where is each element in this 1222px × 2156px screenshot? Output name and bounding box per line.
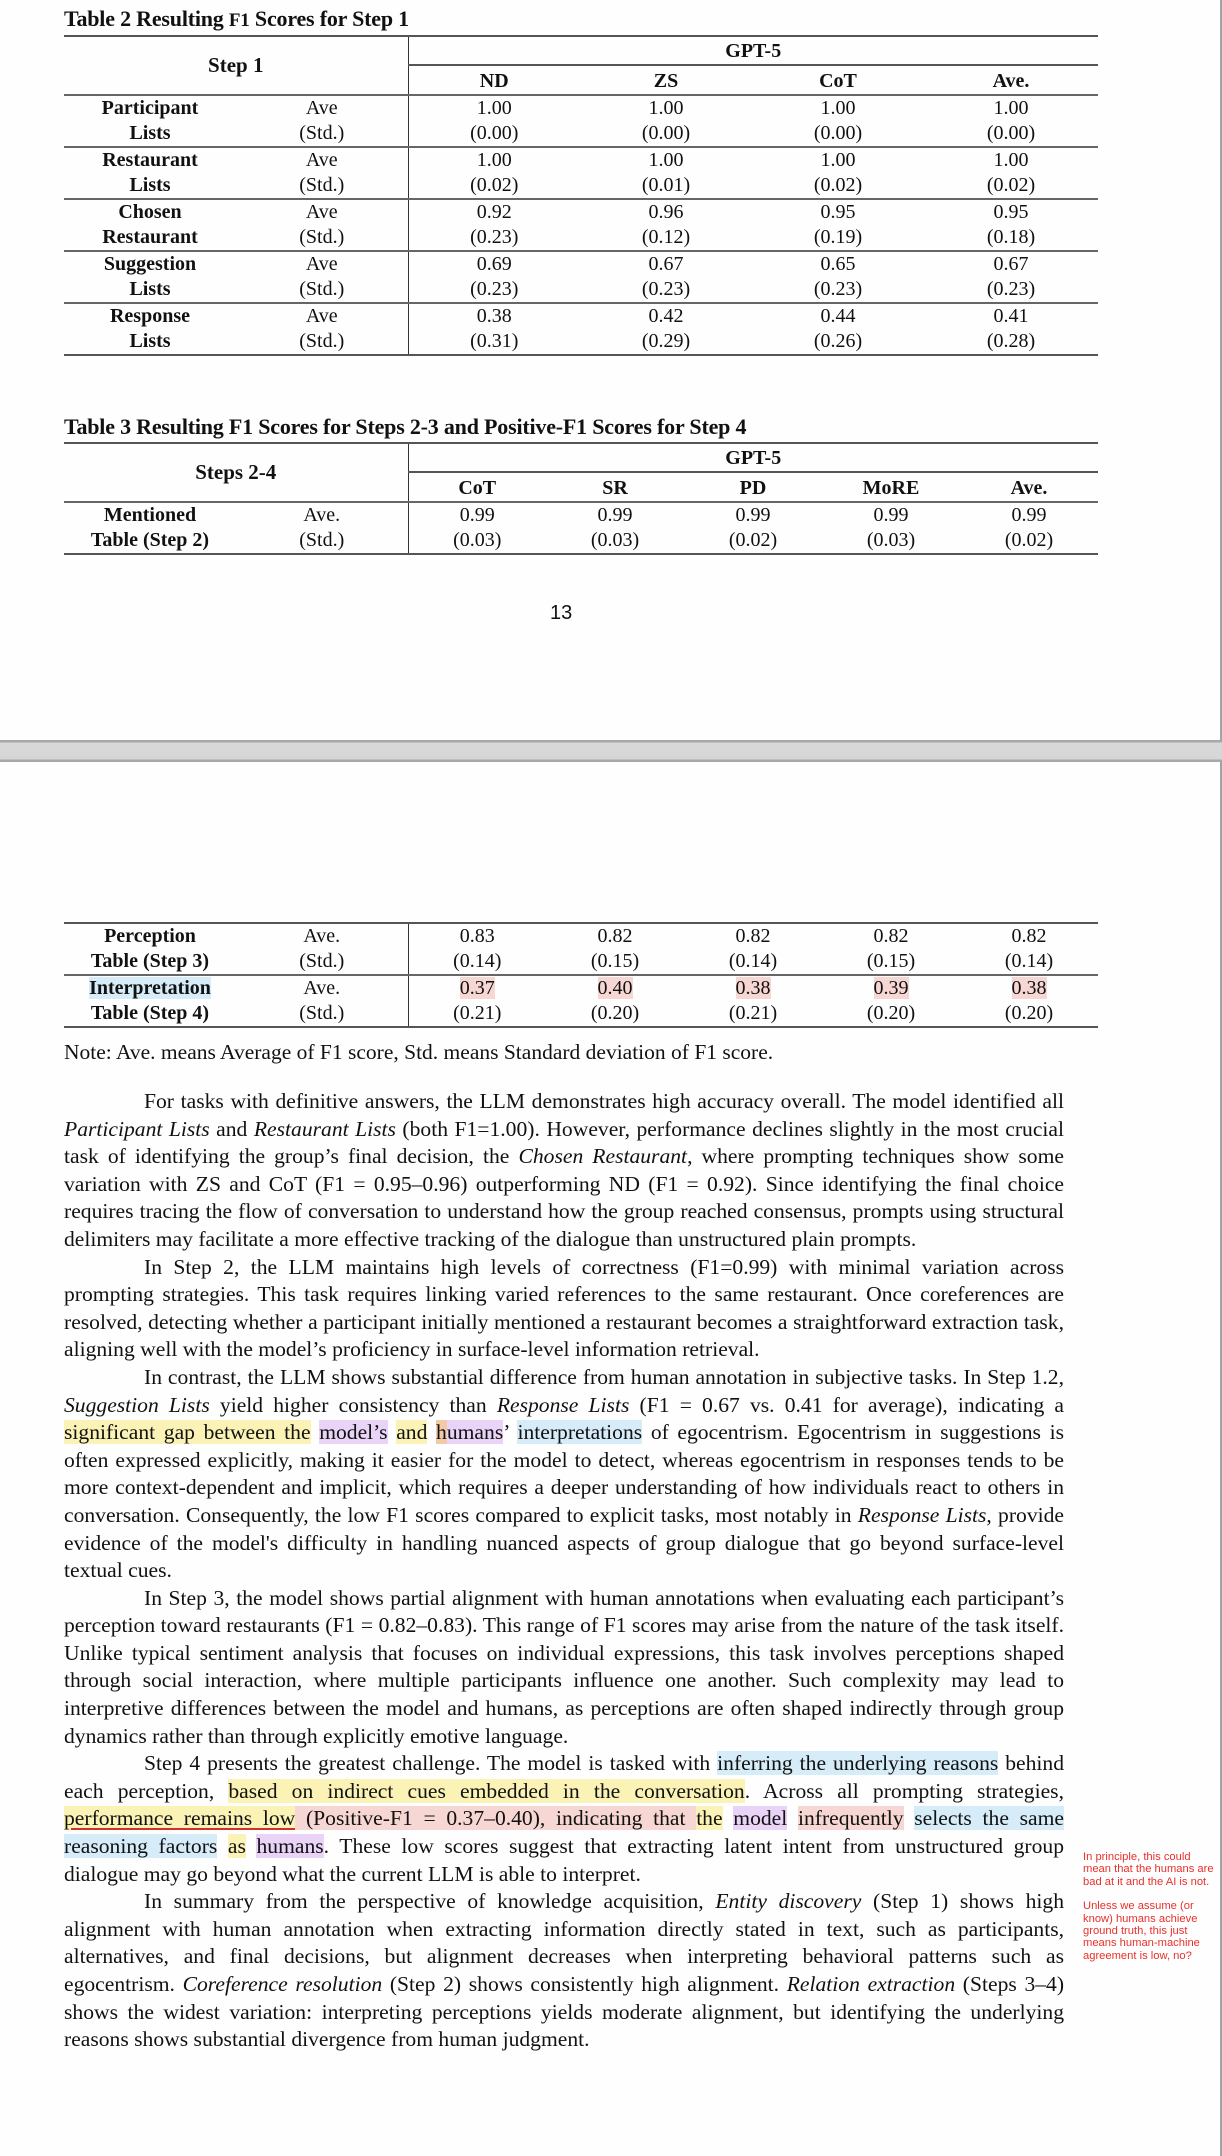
text: For tasks with definitive answers, the LLM demonstrates high accuracy overall. The model identified all (144, 1089, 1064, 1113)
cell-ave (546, 975, 684, 1001)
row-label: Restaurant (102, 226, 198, 248)
cell-std: (0.03) (546, 528, 684, 554)
space (427, 1420, 436, 1444)
italic-term: Restaurant Lists (253, 1116, 396, 1141)
stat-label: Ave (236, 251, 408, 277)
cell-std: (0.02) (960, 528, 1098, 554)
cell-ave: 0.96 (580, 199, 752, 225)
highlight-yellow[interactable]: and (396, 1420, 428, 1445)
highlight-purple[interactable]: umans (446, 1420, 504, 1445)
stat-label: (Std.) (299, 278, 345, 300)
paragraph (64, 1888, 1064, 2054)
highlight-yellow[interactable]: as (227, 1834, 246, 1859)
highlight-yellow[interactable]: significant gap between the (64, 1420, 311, 1445)
cell-ave: 0.95 (924, 199, 1098, 225)
table-row (64, 502, 1098, 528)
cell-std: (0.00) (641, 122, 691, 144)
row-label: Lists (129, 174, 171, 196)
cell-std: (0.14) (408, 949, 546, 975)
cell-std: (0.18) (986, 226, 1036, 248)
stat-label: (Std.) (236, 1001, 408, 1027)
table-row (64, 975, 1098, 1001)
table-2-model-header: GPT-5 (408, 36, 1098, 65)
caption-text: Scores for Step 1 (249, 6, 409, 31)
text: yield higher consistency than (209, 1392, 497, 1417)
cell-ave: 1.00 (752, 147, 924, 173)
italic-term: Suggestion Lists (64, 1392, 210, 1417)
table-row (64, 303, 1098, 329)
text: In summary from the perspective of knowledge acquisition, (144, 1889, 716, 1914)
italic-term: Coreference resolution (182, 1972, 383, 1996)
row-label: Table (Step 3) (90, 950, 210, 972)
annotation-text: Unless we assume (or know) humans achieve ground truth, this just means human-machine agreement is low, no? (1083, 1900, 1200, 1962)
paragraph (64, 1750, 1064, 1888)
table-row (64, 1001, 1098, 1027)
cell-ave (684, 975, 822, 1001)
cell-ave: 0.82 (684, 923, 822, 949)
table-row (64, 225, 1098, 251)
cell-ave (960, 975, 1098, 1001)
cell-std: (0.00) (813, 122, 863, 144)
cell-ave: 0.67 (580, 251, 752, 277)
cell-std: (0.29) (580, 329, 752, 355)
stat-label: Ave. (236, 975, 408, 1001)
row-label: Lists (129, 278, 171, 300)
text: (both F1=1.00). However, performance declines slightly in the most crucial task of identifying the group’s final decision, the (64, 1116, 1065, 1169)
text: . These low scores suggest that extracting latent intent from unstructured group dialogue may go beyond what the current LLM is able to interpret. (64, 1834, 1064, 1886)
highlight-blue[interactable]: interpretations (517, 1420, 643, 1445)
col-header: PD (739, 477, 767, 499)
stat-label: Ave. (236, 502, 408, 528)
table-2 (64, 35, 1098, 356)
row-label: Mentioned (64, 502, 236, 528)
space (787, 1806, 798, 1830)
cell-std: (0.01) (641, 174, 691, 196)
highlighted-value: 0.37 (459, 977, 495, 999)
stat-label: Ave (236, 147, 408, 173)
cell-ave: 0.99 (408, 502, 546, 528)
text: , provide evidence of the model's difficulty in handling nuanced aspects of group dialogue that go beyond surface-level textual cues. (64, 1502, 1064, 1583)
paragraph: In Step 3, the model shows partial alignment with human annotations when evaluating each participant’s perception toward restaurants (F1 = 0.82–0.83). This range of F1 scores may arise from the nature of the task itself. Unlike typical sentiment analysis that focuses on individual expressions, this task involves perceptions shaped through social interaction, where multiple participants influence one another. Such complexity may lead to interpretive differences between the model and humans, as perceptions are often shaped indirectly through group dynamics rather than through explicitly emotive language. (64, 1585, 1064, 1748)
cell-std: (0.20) (960, 1001, 1098, 1027)
row-label: Perception (64, 923, 236, 949)
cell-std: (0.23) (986, 278, 1036, 300)
col-header: Ave. (1010, 477, 1048, 499)
cell-std: (0.14) (728, 950, 778, 972)
col-header: MoRE (862, 477, 920, 499)
stat-label: Ave (236, 199, 408, 225)
italic-term: Response Lists (496, 1392, 630, 1417)
row-label: Suggestion (64, 251, 236, 277)
paragraph (64, 1364, 1064, 1585)
cell-std: (0.02) (813, 174, 863, 196)
cell-ave: 0.82 (960, 923, 1098, 949)
highlight-yellow-underlined[interactable]: performance remains low (64, 1806, 296, 1831)
cell-std: (0.23) (408, 277, 580, 303)
page-number: 13 (550, 602, 573, 624)
cell-std: (0.31) (408, 329, 580, 355)
cell-std: (0.28) (924, 329, 1098, 355)
stat-label: (Std.) (299, 174, 345, 196)
table-3-model-header: GPT-5 (408, 443, 1098, 472)
row-label: Chosen (64, 199, 236, 225)
pdf-page-13 (0, 0, 1222, 740)
col-header: Ave. (992, 70, 1030, 92)
highlighted-value: 0.38 (1011, 977, 1047, 999)
highlight-yellow[interactable]: the (696, 1806, 723, 1831)
table-row (64, 121, 1098, 147)
cell-ave: 0.38 (408, 303, 580, 329)
highlight-purple[interactable]: model’s (319, 1420, 388, 1445)
space (723, 1806, 734, 1830)
col-header: SR (602, 477, 628, 499)
text: of egocentrism. Egocentrism in suggestions is often expressed explicitly, making it easier for the model to detect, whereas egocentrism in responses tends to be more context-dependent and implicit, which requires a deeper understanding of how individuals react to others in conversation. Consequently, the low F1 scores compared to explicit tasks, most notably in (64, 1420, 1064, 1527)
italic-term: Relation extraction (786, 1972, 956, 1996)
row-label: Response (64, 303, 236, 329)
col-header: ND (408, 65, 580, 95)
cell-std: (0.23) (408, 225, 580, 251)
col-header: CoT (819, 70, 857, 92)
table-row (64, 199, 1098, 225)
text: . Across all prompting strategies, (744, 1778, 1064, 1803)
cell-std: (0.03) (822, 528, 960, 554)
italic-term: Chosen Restaurant (518, 1144, 688, 1169)
table-row (64, 147, 1098, 173)
cell-ave (408, 975, 546, 1001)
cell-ave: 1.00 (924, 95, 1098, 121)
cell-ave: 0.42 (580, 303, 752, 329)
cell-ave: 1.00 (408, 147, 580, 173)
cell-ave: 1.00 (408, 95, 580, 121)
cell-std: (0.02) (684, 528, 822, 554)
table-row (64, 923, 1098, 949)
space (388, 1420, 397, 1444)
highlighted-value: 0.39 (873, 977, 909, 999)
cell-std: (0.03) (408, 528, 546, 554)
table-row (64, 528, 1098, 554)
cell-ave: 0.65 (752, 251, 924, 277)
cell-std: (0.20) (822, 1001, 960, 1027)
stat-label: Ave (236, 303, 408, 329)
cell-ave: 1.00 (580, 95, 752, 121)
highlight-purple[interactable]: humans (256, 1834, 324, 1859)
caption-f1: F1 (228, 10, 250, 31)
cell-std: (0.23) (813, 278, 863, 300)
table-row (64, 251, 1098, 277)
italic-term: Participant Lists (64, 1116, 210, 1141)
space (311, 1420, 320, 1444)
table-note: Note: Ave. means Average of F1 score, Std. means Standard deviation of F1 score. (64, 1040, 774, 1064)
italic-term: Entity discovery (715, 1889, 862, 1914)
text: , where prompting techniques show some variation with ZS and CoT (F1 = 0.95–0.96) outperforming ND (F1 = 0.92). Since identifying the final choice requires tracing the flow of conversation to understand how the group reached consensus, prompts using structural delimiters may facilitate a more effective tracking of the dialogue than unstructured plain prompts. (64, 1144, 1064, 1251)
cell-ave: 0.69 (408, 251, 580, 277)
cell-std: (0.00) (986, 122, 1036, 144)
cell-ave (822, 975, 960, 1001)
text: behind each perception, (64, 1751, 1065, 1803)
cell-std: (0.15) (590, 950, 640, 972)
text: Step 4 presents the greatest challenge. The model is tasked with (144, 1751, 718, 1776)
cell-ave: 0.99 (684, 502, 822, 528)
cell-ave: 0.83 (408, 923, 546, 949)
cell-ave: 0.44 (752, 303, 924, 329)
row-label: Table (Step 2) (64, 528, 236, 554)
highlight-red[interactable]: infrequently (798, 1806, 904, 1831)
page-separator (0, 740, 1222, 762)
text: (Step 2) shows consistently high alignment. (382, 1972, 787, 1996)
cell-std: (0.15) (866, 950, 916, 972)
stat-label: Ave. (236, 923, 408, 949)
space (217, 1834, 228, 1858)
stat-label: (Std.) (236, 329, 408, 355)
cell-std: (0.21) (684, 1001, 822, 1027)
cell-std: (0.21) (408, 1001, 546, 1027)
table-3-caption: Table 3 Resulting F1 Scores for Steps 2-3 and Positive-F1 Scores for Step 4 (64, 414, 747, 439)
row-label (64, 975, 236, 1001)
row-label: Restaurant (64, 147, 236, 173)
stat-label: Ave (236, 95, 408, 121)
table-3-corner: Steps 2-4 (64, 443, 408, 502)
cell-ave: 0.92 (408, 199, 580, 225)
space (246, 1834, 257, 1858)
highlight-blue[interactable]: inferring the underlying reasons (717, 1751, 999, 1776)
cell-std: (0.19) (813, 226, 863, 248)
stat-label: (Std.) (299, 950, 345, 972)
table-3-part-1 (64, 442, 1098, 555)
paragraph: In Step 2, the LLM maintains high levels of correctness (F1=0.99) with minimal variation across prompting strategies. This task requires linking varied references to the same restaurant. Once coreferences are resolved, detecting whether a participant initially mentioned a restaurant becomes a straightforward extraction task, aligning well with the model’s proficiency in surface-level information retrieval. (64, 1254, 1064, 1362)
row-label: Participant (64, 95, 236, 121)
caption-text: Table 2 Resulting (64, 6, 229, 31)
highlighted-value: 0.38 (735, 977, 771, 999)
stat-label: (Std.) (299, 122, 345, 144)
text: ’ (503, 1420, 518, 1445)
cell-std: (0.12) (641, 226, 691, 248)
cell-std: (0.02) (408, 173, 580, 199)
cell-ave: 0.99 (960, 502, 1098, 528)
table-row (64, 173, 1098, 199)
cell-ave: 0.82 (546, 923, 684, 949)
cell-std: (0.02) (986, 174, 1036, 196)
cell-std: (0.26) (752, 329, 924, 355)
cell-ave: 0.99 (822, 502, 960, 528)
highlight-overlap[interactable]: h (436, 1420, 447, 1445)
text: In contrast, the LLM shows substantial difference from human annotation in subjective tasks. In Step 1.2, (144, 1364, 1064, 1389)
cell-std: (0.20) (546, 1001, 684, 1027)
text: and (209, 1116, 254, 1141)
table-2-caption (64, 6, 409, 32)
text: (Steps 3–4) shows the widest variation: interpreting perceptions yields moderate alignment, but identifying the underlying reasons shows substantial divergence from human judgment. (64, 1972, 1065, 2052)
cell-std: (0.23) (641, 278, 691, 300)
text: (F1 = 0.67 vs. 0.41 for average), indicating a (629, 1392, 1064, 1417)
cell-ave: 1.00 (752, 95, 924, 121)
stat-label: (Std.) (299, 226, 345, 248)
cell-ave: 0.82 (822, 923, 960, 949)
margin-annotation[interactable] (1083, 1851, 1215, 1974)
text: (Step 1) shows high alignment with human annotation when extracting information directly stated in text, such as participants, alternatives, and final decisions, but alignment decreases when interpreting behavioral patterns such as egocentrism. (64, 1889, 1064, 1996)
highlighted-value: 0.40 (597, 977, 633, 999)
highlight-yellow[interactable]: based on indirect cues embedded in the conversation (228, 1778, 745, 1803)
highlight-blue[interactable]: selects the same reasoning factors (64, 1806, 1064, 1859)
cell-ave: 0.67 (924, 251, 1098, 277)
row-label: Lists (129, 122, 171, 144)
table-3-part-2 (64, 922, 1098, 1028)
cell-std: (0.00) (408, 121, 580, 147)
col-header: CoT (408, 472, 546, 502)
highlight-purple[interactable]: model (733, 1806, 788, 1831)
table-row (64, 95, 1098, 121)
highlighted-label: Interpretation (89, 977, 211, 999)
cell-ave: 0.41 (924, 303, 1098, 329)
cell-ave: 0.99 (546, 502, 684, 528)
table-row (64, 329, 1098, 355)
highlight-red[interactable]: (Positive-F1 = 0.37–0.40), indicating that (295, 1806, 697, 1831)
table-2-corner: Step 1 (64, 36, 408, 95)
table-row (64, 277, 1098, 303)
row-label: Lists (64, 329, 236, 355)
space (904, 1806, 915, 1830)
col-header: ZS (653, 70, 679, 92)
body-text (64, 1088, 1064, 2054)
stat-label: (Std.) (236, 528, 408, 554)
italic-term: Response Lists (857, 1502, 987, 1527)
row-label: Table (Step 4) (64, 1001, 236, 1027)
cell-ave: 0.95 (752, 199, 924, 225)
cell-std: (0.14) (1004, 950, 1054, 972)
cell-ave: 1.00 (580, 147, 752, 173)
table-row (64, 949, 1098, 975)
paragraph (64, 1088, 1064, 1254)
cell-ave: 1.00 (924, 147, 1098, 173)
annotation-text: In principle, this could mean that the humans are bad at it and the AI is not. (1083, 1851, 1214, 1888)
